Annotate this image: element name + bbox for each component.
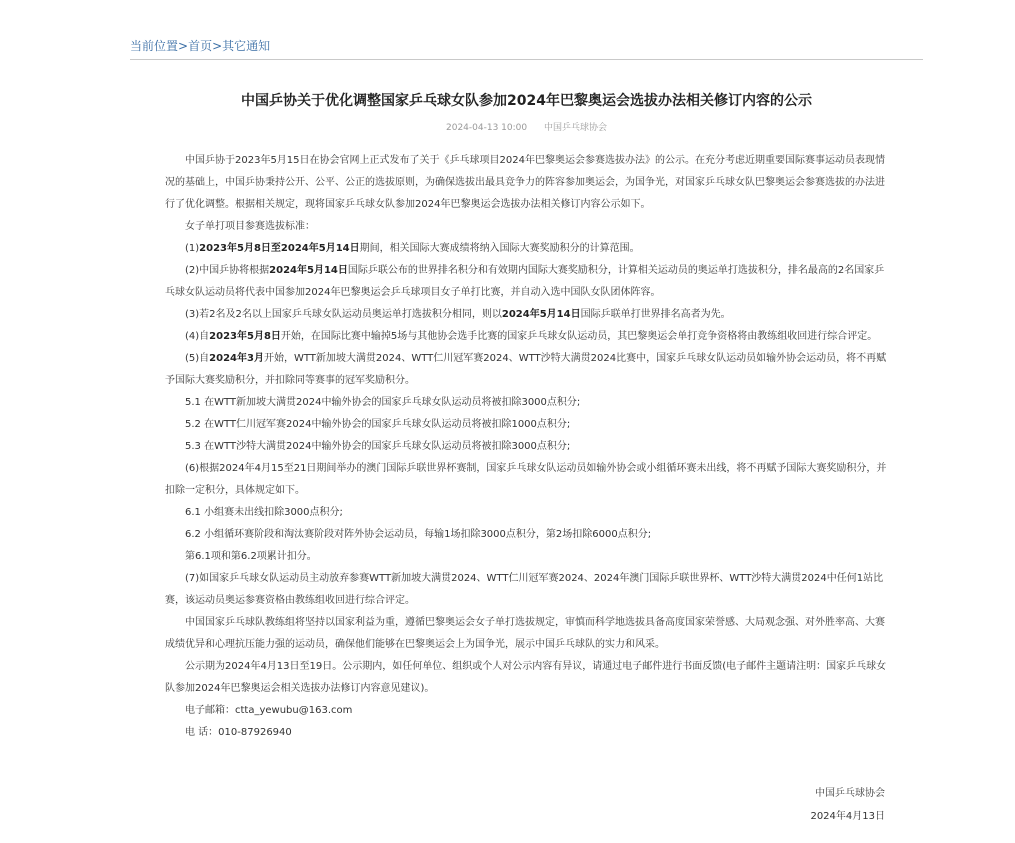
rule-1-bold: 2023年5月8日至2024年5月14日: [199, 243, 360, 254]
paragraph-rule-2: [165, 260, 892, 304]
paragraph-intro: 中国乒协于2023年5月15日在协会官网上正式发布了关于《乒乓球项目2024年巴黎奥运会参赛选拔办法》的公示。在充分考虑近期重要国际赛事运动员表现情况的基础上，中国乒协秉持公开、公平、公正的选拔原则，为确保选拔出最具竞争力的阵容参加奥运会，为国争光，对国家乒乓球女队巴黎奥运会参赛选拔的办法进行了优化调整。根据相关规定，现将国家乒乓球女队参加2024年巴黎奥运会选拔办法相关修订内容公示如下。: [165, 155, 885, 210]
paragraph-rule-5: [165, 348, 892, 392]
article-date: 2024-04-13 10:00: [446, 123, 528, 133]
article-title: 中国乒协关于优化调整国家乒乓球女队参加2024年巴黎奥运会选拔办法相关修订内容的公示: [241, 93, 812, 109]
signature-date: 2024年4月13日: [810, 811, 885, 822]
rule-3-prefix: (3)若2名及2名以上国家乒乓球女队运动员奥运单打选拔积分相同，则以: [185, 309, 502, 320]
paragraph-coach-statement: 中国国家乒乓球队教练组将坚持以国家利益为重，遵循巴黎奥运会女子单打选拔规定，审慎而科学地选拔具备高度国家荣誉感、大局观念强、对外胜率高、大赛成绩优异和心理抗压能力强的运动员，确保他们能够在巴黎奥运会上为国争光，展示中国乒乓球队的实力和风采。: [165, 617, 885, 650]
paragraph-rule-5-2: 5.2 在WTT仁川冠军赛2024中输外协会的国家乒乓球女队运动员将被扣除1000点积分;: [185, 419, 571, 430]
rule-4-bold: 2023年5月8日: [209, 331, 281, 342]
rule-5-text: 开始，WTT新加坡大满贯2024、WTT仁川冠军赛2024、WTT沙特大满贯2024比赛中，国家乒乓球女队运动员如输外协会运动员，将不再赋予国际大赛奖励积分，并扣除同等赛事的冠军奖励积分。: [165, 353, 887, 386]
paragraph-rule-5-1: 5.1 在WTT新加坡大满贯2024中输外协会的国家乒乓球女队运动员将被扣除3000点积分;: [185, 397, 581, 408]
rule-1-prefix: (1): [185, 243, 200, 254]
article-body: [165, 150, 892, 744]
rule-5-bold: 2024年3月: [209, 353, 264, 364]
paragraph-rule-6-1: 6.1 小组赛未出线扣除3000点积分;: [185, 507, 343, 518]
breadcrumb-home-link[interactable]: 首页: [188, 39, 213, 53]
paragraph-rule-6: (6)根据2024年4月15至21日期间举办的澳门国际乒联世界杯赛制，国家乒乓球女队运动员如输外协会或小组循环赛未出线，将不再赋予国际大赛奖励积分，并扣除一定积分，具体规定如下。: [165, 463, 887, 496]
contact-email: 电子邮箱：ctta_yewubu@163.com: [185, 705, 353, 716]
rule-2-bold: 2024年5月14日: [269, 265, 348, 276]
paragraph-notice-period: 公示期为2024年4月13日至19日。公示期内，如任何单位、组织或个人对公示内容有异议，请通过电子邮件进行书面反馈(电子邮件主题请注明：国家乒乓球女队参加2024年巴黎奥运会相关选拔办法修订内容意见建议)。: [165, 661, 887, 694]
paragraph-rule-6-note: 第6.1项和第6.2项累计扣分。: [185, 551, 317, 562]
breadcrumb-separator: >: [212, 39, 223, 53]
signature-org: 中国乒乓球协会: [815, 788, 885, 799]
rule-3-bold: 2024年5月14日: [501, 309, 581, 320]
rule-4-text: 开始，在国际比赛中输掉5场与其他协会选手比赛的国家乒乓球女队运动员，其巴黎奥运会单打竞争资格将由教练组收回进行综合评定。: [280, 331, 878, 342]
rule-4-prefix: (4)自: [185, 331, 210, 342]
paragraph-criteria-heading: 女子单打项目参赛选拔标准：: [185, 221, 315, 232]
paragraph-rule-1: [165, 238, 892, 260]
signature-block: [810, 782, 885, 828]
rule-5-prefix: (5)自: [185, 353, 210, 364]
article-source: 中国乒乓球协会: [543, 123, 607, 133]
paragraph-rule-4: [165, 326, 892, 348]
article-meta: [130, 120, 923, 133]
contact-phone: 电 话：010-87926940: [185, 727, 292, 738]
paragraph-rule-5-3: 5.3 在WTT沙特大满贯2024中输外协会的国家乒乓球女队运动员将被扣除3000点积分;: [185, 441, 571, 452]
paragraph-rule-3: [165, 304, 892, 326]
rule-2-prefix: (2)中国乒协将根据: [185, 265, 270, 276]
rule-2-text: 国际乒联公布的世界排名积分和有效期内国际大赛奖励积分，计算相关运动员的奥运单打选拔积分，排名最高的2名国家乒乓球女队运动员将代表中国参加2024年巴黎奥运会乒乓球项目女子单打比赛，并自动入选中国队女队团体阵容。: [165, 265, 885, 298]
paragraph-rule-6-2: 6.2 小组循环赛阶段和淘汰赛阶段对阵外协会运动员，每输1场扣除3000点积分，第2场扣除6000点积分;: [185, 529, 652, 540]
paragraph-rule-7: (7)如国家乒乓球女队运动员主动放弃参赛WTT新加坡大满贯2024、WTT仁川冠军赛2024、2024年澳门国际乒联世界杯、WTT沙特大满贯2024中任何1站比赛，该运动员奥运参赛资格由教练组收回进行综合评定。: [165, 573, 884, 606]
breadcrumb-prefix: 当前位置>: [130, 39, 189, 53]
rule-1-text: 期间，相关国际大赛成绩将纳入国际大赛奖励积分的计算范围。: [359, 243, 640, 254]
rule-3-text: 国际乒联单打世界排名高者为先。: [580, 309, 731, 320]
breadcrumb-category-link[interactable]: 其它通知: [222, 39, 271, 53]
breadcrumb: [130, 37, 923, 60]
